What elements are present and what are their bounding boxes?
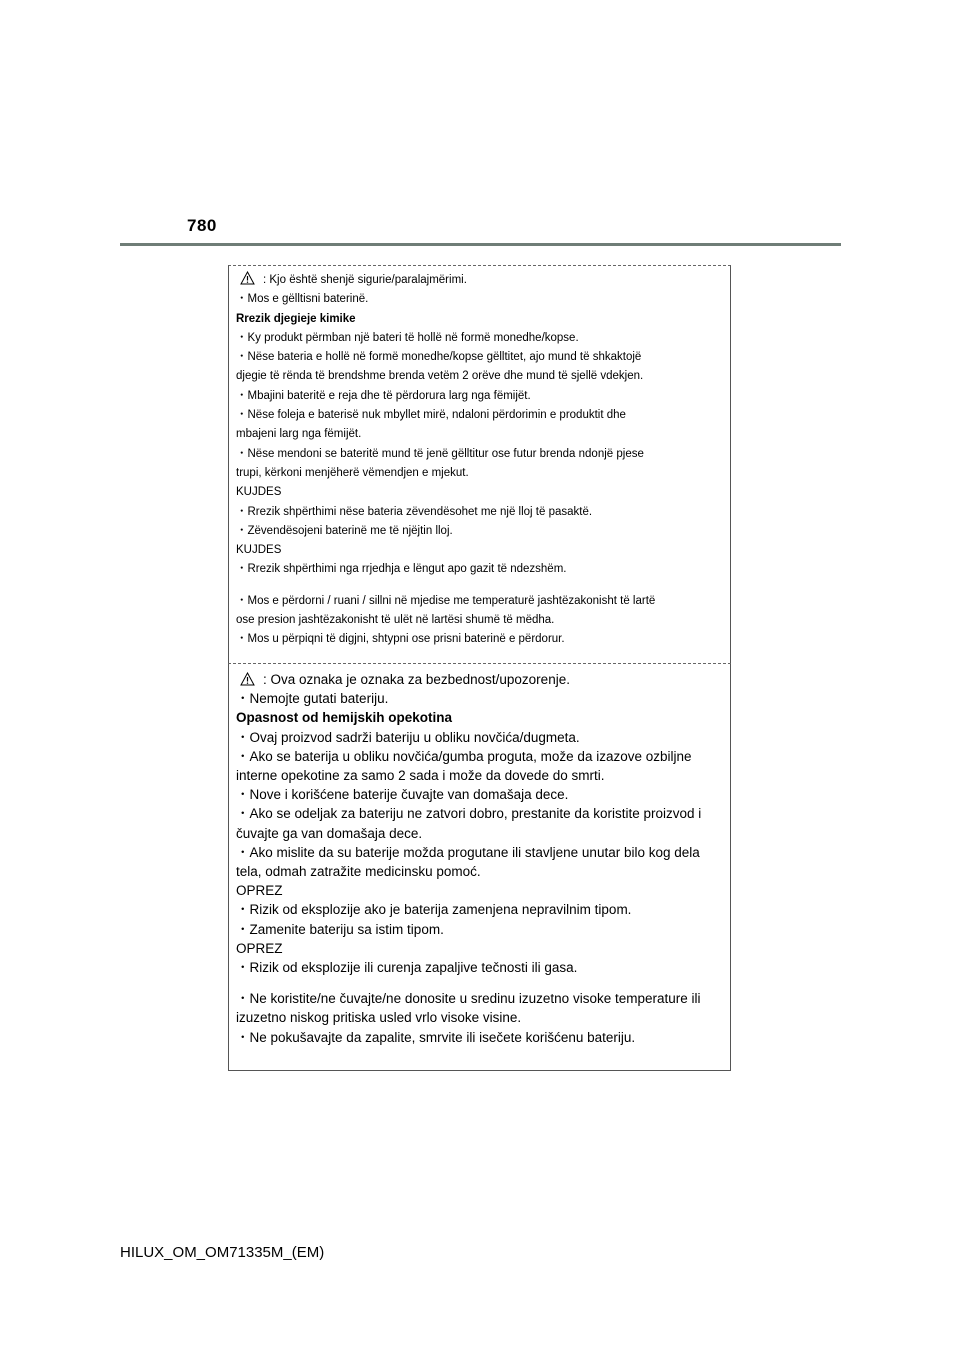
warning-triangle-icon <box>240 672 255 686</box>
text-line: ・Ovaj proizvod sadrži bateriju u obliku novčića/dugmeta. <box>236 729 580 745</box>
section-albanian <box>236 271 716 650</box>
subheading: KUJDES <box>236 544 282 557</box>
text-line: ・Ako se odeljak za bateriju ne zatvori dobro, prestanite da koristite proizvod i <box>236 806 702 822</box>
text-line: ・Zamenite bateriju sa istim tipom. <box>236 921 444 937</box>
text-line: ・Ako se baterija u obliku novčića/gumba proguta, može da izazove ozbiljne <box>236 748 692 764</box>
text-line: ・Mos e gëlltisni baterinë. <box>236 293 369 306</box>
text-line: ose presion jashtëzakonisht të ulët në lartësi shumë të mëdha. <box>236 614 555 627</box>
text-line: trupi, kërkoni menjëherë vëmendjen e mjekut. <box>236 466 469 479</box>
text-line: ・Nove i korišćene baterije čuvajte van domašaja dece. <box>236 787 569 803</box>
footer-doc-code: HILUX_OM_OM71335M_(EM) <box>120 1244 325 1261</box>
text-line: ・Nëse foleja e baterisë nuk mbyllet mirë, ndaloni përdorimin e produktit dhe <box>236 409 626 422</box>
page-number: 780 <box>187 216 217 235</box>
text-line: ・Zëvendësojeni baterinë me të njëjtin lloj. <box>236 524 453 537</box>
text-line: ・Nëse mendoni se bateritë mund të jenë gëlltitur ose futur brenda ndonjë pjese <box>236 447 644 460</box>
text-line: ・Ne pokušavajte da zapalite, smrvite ili isečete korišćenu bateriju. <box>236 1029 636 1045</box>
spacer <box>236 977 716 989</box>
text-line: ・Rizik od eksplozije ako je baterija zamenjena nepravilnim tipom. <box>236 902 632 918</box>
section-serbian <box>236 670 716 1047</box>
text-line: ・Mos u përpiqni të digjni, shtypni ose prisni baterinë e përdorur. <box>236 633 565 646</box>
subheading: Opasnost od hemijskih opekotina <box>236 710 453 726</box>
warning-triangle-icon <box>240 271 255 285</box>
text-line: interne opekotine za samo 2 sada i može da dovede do smrti. <box>236 768 605 784</box>
text-line: ・Mos e përdorni / ruani / sillni në mjedise me temperaturë jashtëzakonisht të lartë <box>236 594 656 607</box>
text-line: ・Rrezik shpërthimi nga rrjedhja e lëngut apo gazit të ndezshëm. <box>236 563 567 576</box>
text-line: ・Nemojte gutati bateriju. <box>236 691 389 707</box>
text-line: ・Rrezik shpërthimi nëse bateria zëvendësohet me një lloj të pasaktë. <box>236 505 593 518</box>
text-line: ・Ne koristite/ne čuvajte/ne donosite u sredinu izuzetno visoke temperature ili <box>236 991 701 1007</box>
section-intro: : Ova oznaka je oznaka za bezbednost/upozorenje. <box>236 670 716 689</box>
text-line: tela, odmah zatražite medicinsku pomoć. <box>236 864 481 880</box>
text-line: ・Nëse bateria e hollë në formë monedhe/kopse gëlltitet, ajo mund të shkaktojë <box>236 351 642 364</box>
subheading: Rrezik djegieje kimike <box>236 312 356 325</box>
subheading: OPREZ <box>236 883 283 899</box>
text-line: ・Rizik od eksplozije ili curenja zapaljive tečnosti ili gasa. <box>236 960 578 976</box>
subheading: OPREZ <box>236 940 283 956</box>
spacer <box>236 580 716 592</box>
text-line: djegie të rënda të brendshme brenda vetëm 2 orëve dhe mund të sjellë vdekjen. <box>236 370 644 383</box>
text-line: mbajeni larg nga fëmijët. <box>236 428 362 441</box>
section-intro: : Kjo është shenjë sigurie/paralajmërimi. <box>236 271 716 290</box>
subheading: KUJDES <box>236 486 282 499</box>
text-line: ・Ky produkt përmban një bateri të hollë në formë monedhe/kopse. <box>236 331 579 344</box>
header-rule <box>120 243 841 246</box>
text-line: čuvajte ga van domašaja dece. <box>236 825 423 841</box>
text-line: ・Mbajini bateritë e reja dhe të përdorura larg nga fëmijët. <box>236 389 531 402</box>
section-divider <box>228 663 731 664</box>
text-line: izuzetno niskog pritiska usled vrlo visoke visine. <box>236 1010 522 1026</box>
text-line: ・Ako mislite da su baterije možda progutane ili stavljene unutar bilo kog dela <box>236 844 700 860</box>
